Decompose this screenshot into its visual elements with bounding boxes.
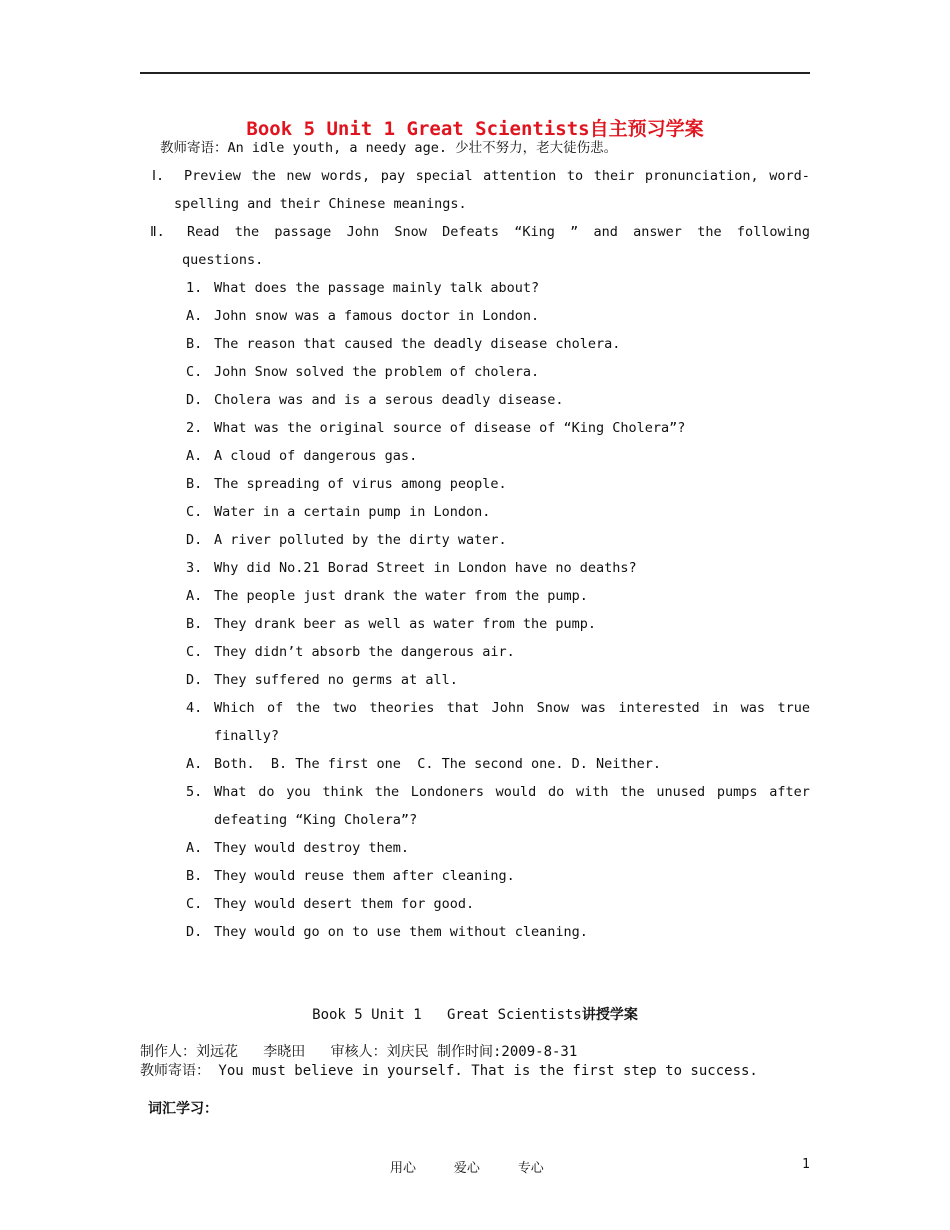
question-text-line2: finally? xyxy=(214,728,280,744)
teacher-motto: 教师寄语：An idle youth, a needy age. 少壮不努力，老大徒伤悲。 xyxy=(160,140,618,156)
word: think xyxy=(322,784,363,800)
option-text: They didn’t absorb the dangerous air. xyxy=(214,644,515,660)
word: Read xyxy=(187,224,220,240)
option-letter: C. xyxy=(186,896,203,912)
word: in xyxy=(712,700,729,716)
option-letter: C. xyxy=(186,644,203,660)
option-text: The spreading of virus among people. xyxy=(214,476,507,492)
page-title: Book 5 Unit 1 Great Scientists自主预习学案 xyxy=(246,118,704,140)
word: of xyxy=(267,700,284,716)
word: Which xyxy=(214,700,255,716)
word: interested xyxy=(618,700,700,716)
word: Defeats xyxy=(442,224,499,240)
question-text-line1 xyxy=(214,783,810,801)
word: attention xyxy=(483,168,557,184)
word: the xyxy=(295,700,321,716)
option-text: Cholera was and is a serous deadly disease. xyxy=(214,392,564,408)
word: do xyxy=(258,784,275,800)
word: true xyxy=(777,700,810,716)
option-letter: D. xyxy=(186,392,203,408)
teacher-motto-2: 教师寄语： You must believe in yourself. That is the first step to success. xyxy=(140,1063,758,1079)
word: ” xyxy=(570,224,579,240)
word: John xyxy=(346,224,380,240)
option-letter: A. xyxy=(186,308,203,324)
word: the xyxy=(251,168,276,184)
word: theories xyxy=(369,700,435,716)
word: What xyxy=(214,784,247,800)
option-letter: D. xyxy=(186,924,203,940)
option-text: A cloud of dangerous gas. xyxy=(214,448,418,464)
option-text: They would destroy them. xyxy=(214,840,410,856)
footer-word: 用心 xyxy=(390,1161,417,1176)
section2-title-cn: 讲授学案 xyxy=(581,1007,638,1023)
vocab-heading: 词汇学习： xyxy=(148,1101,218,1117)
word: pumps xyxy=(716,784,758,800)
word: special xyxy=(415,168,473,184)
option-letter: C. xyxy=(186,504,203,520)
footer-word: 爱心 xyxy=(453,1161,480,1176)
option-text: They would reuse them after cleaning. xyxy=(214,868,515,884)
word: two xyxy=(332,700,357,716)
option-text: They suffered no germs at all. xyxy=(214,672,458,688)
part2-instruction-line1 xyxy=(187,223,810,241)
word: new xyxy=(286,168,311,184)
word: that xyxy=(446,700,480,716)
word: after xyxy=(769,784,810,800)
question-number: 1. xyxy=(186,280,203,296)
question-number: 2. xyxy=(186,420,203,436)
word: the xyxy=(697,224,722,240)
option-letter: D. xyxy=(186,532,203,548)
word: Snow xyxy=(536,700,570,716)
word: word- xyxy=(769,168,810,184)
option-letter: B. xyxy=(186,336,203,352)
option-text: They drank beer as well as water from the pump. xyxy=(214,616,597,632)
option-letter: A. xyxy=(186,448,203,464)
word: would xyxy=(495,784,537,800)
option-letter: B. xyxy=(186,868,203,884)
option-letter: A. xyxy=(186,840,203,856)
word: passage xyxy=(274,224,332,240)
option-text: Water in a certain pump in London. xyxy=(214,504,491,520)
question-text: What does the passage mainly talk about? xyxy=(214,280,540,296)
question-text-line1 xyxy=(214,699,810,717)
part1-instruction-line2: spelling and their Chinese meanings. xyxy=(174,196,467,212)
word: with xyxy=(576,784,609,800)
footer-motto xyxy=(390,1157,574,1176)
word: was xyxy=(581,700,606,716)
option-text: John snow was a famous doctor in London. xyxy=(214,308,540,324)
word: the xyxy=(234,224,260,240)
option-letter: C. xyxy=(186,364,203,380)
word: pay xyxy=(380,168,406,184)
word: the xyxy=(374,784,400,800)
word: unused xyxy=(656,784,706,800)
word: and xyxy=(593,224,618,240)
option-text: The reason that caused the deadly disease cholera. xyxy=(214,336,621,352)
option-letter: B. xyxy=(186,616,203,632)
option-letter: A. xyxy=(186,588,203,604)
word: John xyxy=(491,700,525,716)
part1-numeral: Ⅰ. xyxy=(152,168,165,184)
option-text: A river polluted by the dirty water. xyxy=(214,532,507,548)
option-letter: D. xyxy=(186,672,203,688)
word: to xyxy=(566,168,584,184)
word: you xyxy=(286,784,311,800)
word: following xyxy=(736,224,810,240)
word: do xyxy=(548,784,565,800)
question-number: 5. xyxy=(186,784,203,800)
word: Preview xyxy=(184,168,241,184)
question-number: 3. xyxy=(186,560,203,576)
option-letter: B. xyxy=(186,476,203,492)
header-rule xyxy=(140,72,810,74)
question-text-line2: defeating “King Cholera”? xyxy=(214,812,418,828)
section2-title xyxy=(0,1004,950,1024)
word: was xyxy=(740,700,766,716)
option-letter: A. xyxy=(186,756,203,772)
word: words, xyxy=(321,168,371,184)
option-text: John Snow solved the problem of cholera. xyxy=(214,364,540,380)
part2-numeral: Ⅱ. xyxy=(150,224,165,240)
question-text: Why did No.21 Borad Street in London have no deaths? xyxy=(214,560,637,576)
question-text: What was the original source of disease of “King Cholera”? xyxy=(214,420,686,436)
option-text: They would go on to use them without cleaning. xyxy=(214,924,588,940)
page-number: 1 xyxy=(802,1157,810,1172)
option-text: The people just drank the water from the pump. xyxy=(214,588,588,604)
part2-instruction-line2: questions. xyxy=(182,252,264,268)
word: answer xyxy=(633,224,682,240)
makers-line: 制作人：刘远花 李晓田 审核人：刘庆民 制作时间:2009-8-31 xyxy=(140,1044,578,1060)
section2-title-en: Book 5 Unit 1 Great Scientists xyxy=(312,1007,582,1023)
word: Londoners xyxy=(410,784,484,800)
word: Snow xyxy=(394,224,427,240)
option-text: They would desert them for good. xyxy=(214,896,475,912)
word: pronunciation, xyxy=(644,168,759,184)
word: their xyxy=(593,168,635,184)
part1-instruction-line1 xyxy=(184,167,810,185)
footer-word: 专心 xyxy=(517,1161,544,1176)
option-text: Both. B. The first one C. The second one. D. Neither. xyxy=(214,756,662,772)
question-number: 4. xyxy=(186,700,203,716)
word: “King xyxy=(514,224,555,240)
word: the xyxy=(620,784,645,800)
